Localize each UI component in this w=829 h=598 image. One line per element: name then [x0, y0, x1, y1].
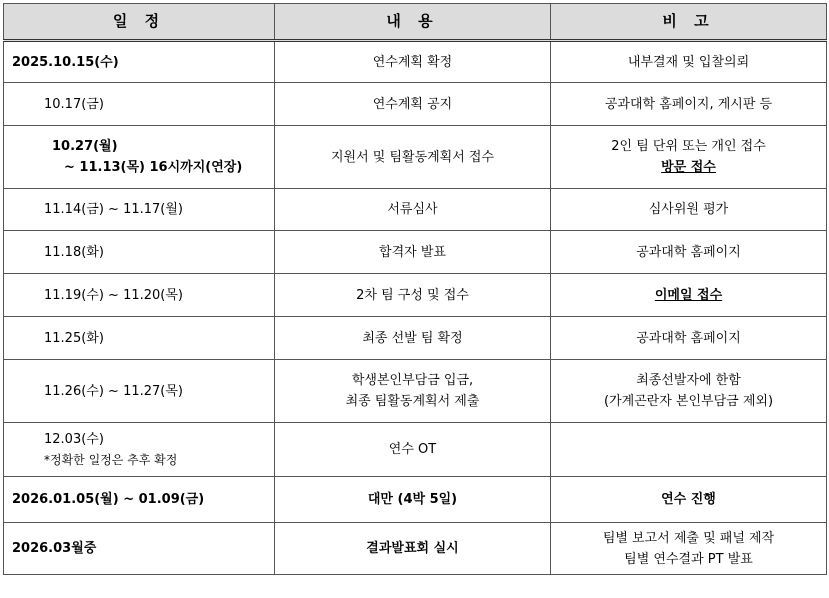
content-cell: 서류심사: [275, 189, 551, 231]
schedule-table: [3, 3, 827, 575]
note-cell: 공과대학 홈페이지, 게시판 등: [551, 83, 827, 126]
header-row: [4, 4, 827, 41]
content-cell: 2차 팀 구성 및 접수: [275, 274, 551, 317]
date-cell: [4, 423, 275, 477]
date-cell: 2026.03월중: [4, 523, 275, 575]
note-cell: 심사위원 평가: [551, 189, 827, 231]
content-cell: 최종 선발 팀 확정: [275, 317, 551, 360]
note-cell: 연수 진행: [551, 477, 827, 523]
note-line: (가계곤란자 본인부담금 제외): [603, 394, 774, 409]
date-cell: 11.25(화): [4, 317, 275, 360]
note-cell: 공과대학 홈페이지: [551, 231, 827, 274]
date-cell: [4, 126, 275, 189]
content-cell: [275, 360, 551, 423]
note-cell: [551, 126, 827, 189]
content-cell: 연수 OT: [275, 423, 551, 477]
content-cell: 결과발표회 실시: [275, 523, 551, 575]
table-row: [4, 189, 827, 231]
date-line: 10.27(월): [52, 139, 118, 154]
note-emphasis: 이메일 접수: [654, 287, 723, 303]
content-cell: 지원서 및 팀활동계획서 접수: [275, 126, 551, 189]
header-note: 비 고: [551, 4, 827, 41]
date-line: 12.03(수): [44, 431, 104, 447]
date-cell: 10.17(금): [4, 83, 275, 126]
date-cell: 2026.01.05(월) ~ 01.09(금): [4, 477, 275, 523]
date-footnote: *정확한 일정은 추후 확정: [44, 452, 178, 467]
date-cell: 11.19(수) ~ 11.20(목): [4, 274, 275, 317]
date-cell: 11.14(금) ~ 11.17(월): [4, 189, 275, 231]
note-cell: 내부결재 및 입찰의뢰: [551, 41, 827, 83]
table-row: [4, 126, 827, 189]
content-cell: 합격자 발표: [275, 231, 551, 274]
header-schedule: 일 정: [4, 4, 275, 41]
table-row: [4, 41, 827, 83]
note-cell: [551, 360, 827, 423]
date-cell: 11.26(수) ~ 11.27(목): [4, 360, 275, 423]
table-row: [4, 274, 827, 317]
date-line: ~ 11.13(목) 16시까지(연장): [64, 160, 243, 175]
content-cell: 연수계획 공지: [275, 83, 551, 126]
content-line: 최종 팀활동계획서 제출: [345, 394, 480, 409]
note-cell: 공과대학 홈페이지: [551, 317, 827, 360]
table-row: [4, 231, 827, 274]
content-cell: 대만 (4박 5일): [275, 477, 551, 523]
content-line: 학생본인부담금 입금,: [351, 373, 474, 388]
note-line: 팀별 보고서 제출 및 패널 제작: [602, 530, 775, 546]
content-cell: 연수계획 확정: [275, 41, 551, 83]
date-cell: 11.18(화): [4, 231, 275, 274]
table-row: [4, 523, 827, 575]
note-line: 최종선발자에 한함: [636, 373, 741, 388]
note-cell: [551, 423, 827, 477]
note-line-emphasis: 방문 접수: [661, 160, 716, 175]
table-row: [4, 477, 827, 523]
note-line: 2인 팀 단위 또는 개인 접수: [611, 139, 766, 154]
table-row: [4, 360, 827, 423]
date-cell: 2025.10.15(수): [4, 41, 275, 83]
note-line: 팀별 연수결과 PT 발표: [624, 551, 753, 567]
note-cell: [551, 523, 827, 575]
header-content: 내 용: [275, 4, 551, 41]
note-cell: [551, 274, 827, 317]
table-row: [4, 83, 827, 126]
table-row: [4, 423, 827, 477]
table-row: [4, 317, 827, 360]
